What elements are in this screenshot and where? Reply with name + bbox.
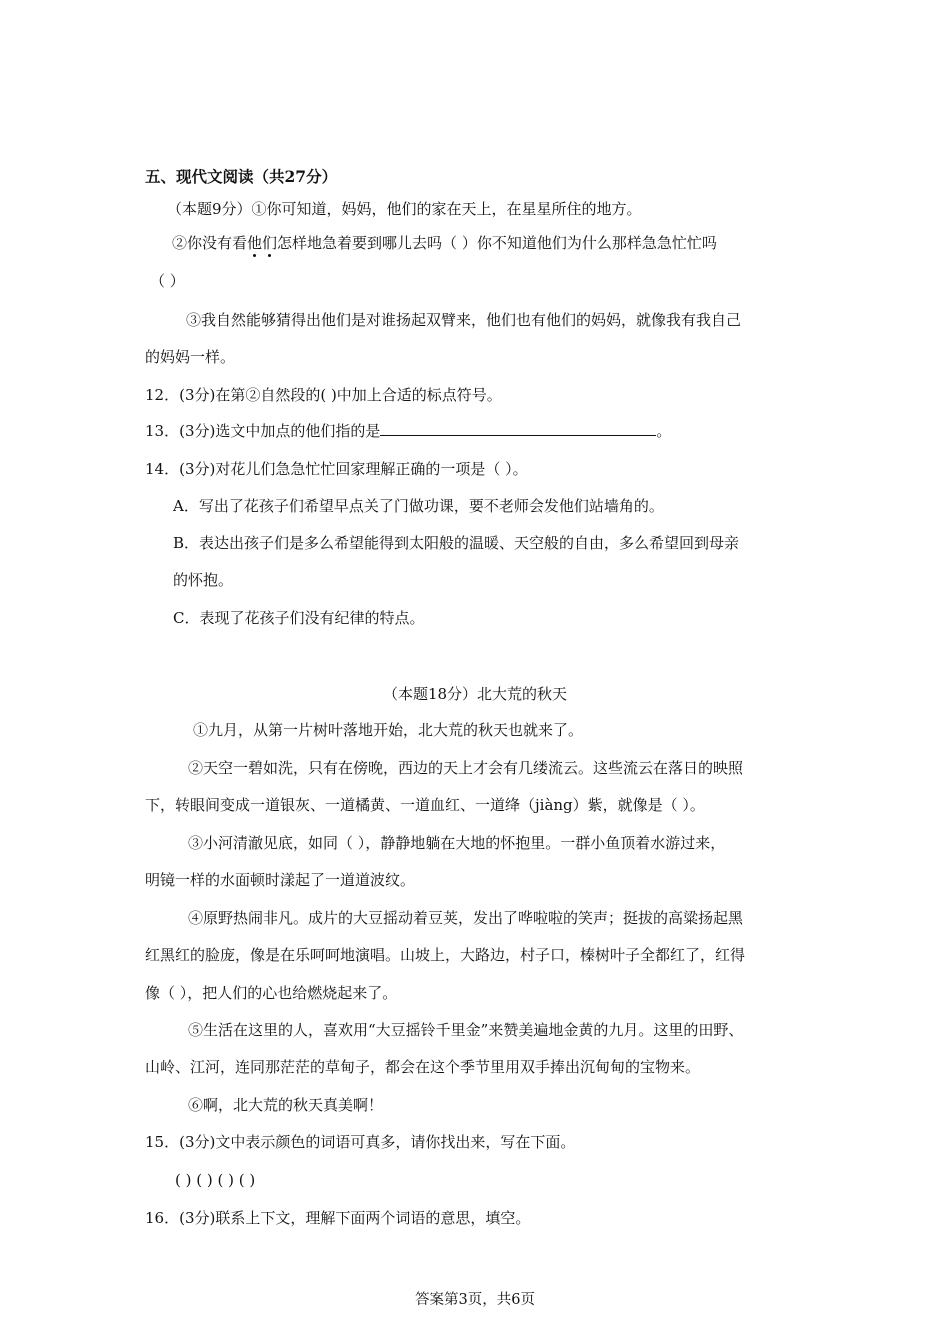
passage1-paragraph-2-cont: （ ） — [150, 272, 185, 290]
passage1-paragraph-3: ③我自然能够猜得出他们是对谁扬起双臂来，他们也有他们的妈妈，就像我有我自己 — [186, 311, 742, 329]
option-c: C．表现了花孩子们没有纪律的特点。 — [173, 609, 425, 627]
passage1-paragraph-1: （本题9分）①你可知道，妈妈，他们的家在天上，在星星所住的地方。 — [167, 200, 642, 218]
passage2-paragraph-4-cont2: 像（ ），把人们的心也给燃烧起来了。 — [145, 984, 398, 1002]
question-13-end: 。 — [656, 422, 672, 440]
passage1-p2-pre: ②你没有看 — [172, 234, 248, 252]
question-15: 15．(3分)文中表示颜色的词语可真多，请你找出来，写在下面。 — [145, 1133, 576, 1151]
question-13-text: 13．(3分)选文中加点的他们指的是 — [145, 422, 381, 440]
passage2-paragraph-1: ①九月，从第一片树叶落地开始，北大荒的秋天也就来了。 — [193, 721, 584, 739]
question-15-blanks: ( ) ( ) ( ) ( ) — [175, 1171, 256, 1189]
question-12: 12．(3分)在第②自然段的( )中加上合适的标点符号。 — [145, 386, 502, 404]
passage2-paragraph-2: ②天空一碧如洗，只有在傍晚，西边的天上才会有几缕流云。这些流云在落日的映照 — [188, 759, 744, 777]
passage2-paragraph-3: ③小河清澈见底，如同（ ），静静地躺在大地的怀抱里。一群小鱼顶着水游过来， — [188, 834, 726, 852]
page-footer: 答案第3页，共6页 — [415, 1292, 535, 1308]
emphasis-dot-char: 们 — [262, 234, 278, 252]
passage1-paragraph-2 — [172, 233, 717, 253]
passage2-paragraph-6: ⑥啊，北大荒的秋天真美啊！ — [188, 1096, 384, 1114]
passage1-p2-post: 怎样地急着要到哪儿去吗（ ）你不知道他们为什么那样急急忙忙吗 — [277, 234, 717, 252]
answer-blank — [380, 421, 656, 436]
option-b: B．表达出孩子们是多么希望能得到太阳般的温暖、天空般的自由，多么希望回到母亲 — [173, 534, 740, 552]
question-13 — [145, 421, 671, 441]
passage2-paragraph-5-cont: 山岭、江河，连同那茫茫的草甸子，都会在这个季节里用双手捧出沉甸甸的宝物来。 — [145, 1058, 701, 1076]
passage2-title: （本题18分）北大荒的秋天 — [382, 685, 568, 703]
section-title: 五、现代文阅读（共27分） — [145, 167, 338, 186]
option-b-cont: 的怀抱。 — [173, 571, 234, 589]
passage2-paragraph-4: ④原野热闹非凡。成片的大豆摇动着豆荚，发出了哗啦啦的笑声；挺拔的高粱扬起黑 — [188, 909, 744, 927]
passage2-paragraph-5: ⑤生活在这里的人，喜欢用“大豆摇铃千里金”来赞美遍地金黄的九月。这里的田野、 — [188, 1021, 744, 1039]
question-14: 14．(3分)对花儿们急急忙忙回家理解正确的一项是（ ）。 — [145, 460, 528, 478]
passage2-paragraph-2-cont: 下，转眼间变成一道银灰、一道橘黄、一道血红、一道绛（jiàng）紫，就像是（ ）。 — [145, 796, 705, 814]
passage1-paragraph-3-cont: 的妈妈一样。 — [145, 348, 236, 366]
question-16: 16．(3分)联系上下文，理解下面两个词语的意思，填空。 — [145, 1209, 531, 1227]
passage2-paragraph-3-cont: 明镜一样的水面顿时漾起了一道道波纹。 — [145, 871, 416, 889]
option-a: A．写出了花孩子们希望早点关了门做功课，要不老师会发他们站墙角的。 — [173, 497, 664, 515]
passage2-paragraph-4-cont1: 红黑红的脸庞，像是在乐呵呵地演唱。山坡上，大路边，村子口，榛树叶子全都红了，红得 — [145, 946, 746, 964]
emphasis-dot-char: 他 — [247, 234, 263, 252]
